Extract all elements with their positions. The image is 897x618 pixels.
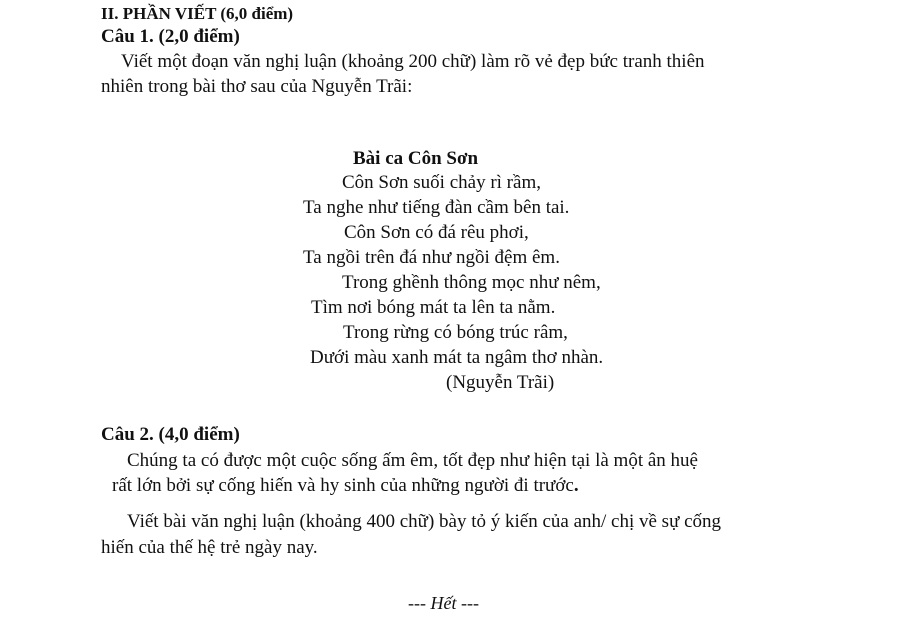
poem-line: Côn Sơn có đá rêu phơi, (344, 222, 529, 243)
question2-heading: Câu 2. (4,0 điểm) (101, 424, 240, 445)
poem-line: Ta ngồi trên đá như ngồi đệm êm. (303, 247, 560, 268)
question1-prompt-line2: nhiên trong bài thơ sau của Nguyễn Trãi: (101, 76, 413, 97)
question2-para1-line1: Chúng ta có được một cuộc sống ấm êm, tốt đẹp như hiện tại là một ân huệ (127, 450, 698, 471)
poem-line: Ta nghe như tiếng đàn cầm bên tai. (303, 197, 570, 218)
poem-line: Trong rừng có bóng trúc râm, (343, 322, 568, 343)
question2-para2-line2: hiến của thế hệ trẻ ngày nay. (101, 537, 318, 558)
poem-author: (Nguyễn Trãi) (446, 372, 555, 393)
end-marker: --- Hết --- (408, 593, 479, 613)
question2-para1-line2-text: rất lớn bởi sự cống hiến và hy sinh của những người đi trước (112, 475, 574, 496)
question1-prompt-line1: Viết một đoạn văn nghị luận (khoảng 200 chữ) làm rõ vẻ đẹp bức tranh thiên (121, 51, 705, 72)
question2-para2-line1: Viết bài văn nghị luận (khoảng 400 chữ) bày tỏ ý kiến của anh/ chị về sự cống (127, 511, 722, 532)
question2-para1-line2-period: . (573, 475, 579, 496)
poem-line: Côn Sơn suối chảy rì rầm, (342, 172, 541, 193)
question2-para1-line2 (112, 474, 579, 498)
poem-line: Dưới màu xanh mát ta ngâm thơ nhàn. (310, 347, 604, 368)
poem-title: Bài ca Côn Sơn (353, 148, 479, 169)
section-heading: II. PHẦN VIẾT (6,0 điểm) (101, 4, 294, 23)
question1-heading: Câu 1. (2,0 điểm) (101, 26, 240, 47)
poem-line: Trong ghềnh thông mọc như nêm, (342, 272, 601, 293)
poem-line: Tìm nơi bóng mát ta lên ta nằm. (311, 297, 556, 318)
